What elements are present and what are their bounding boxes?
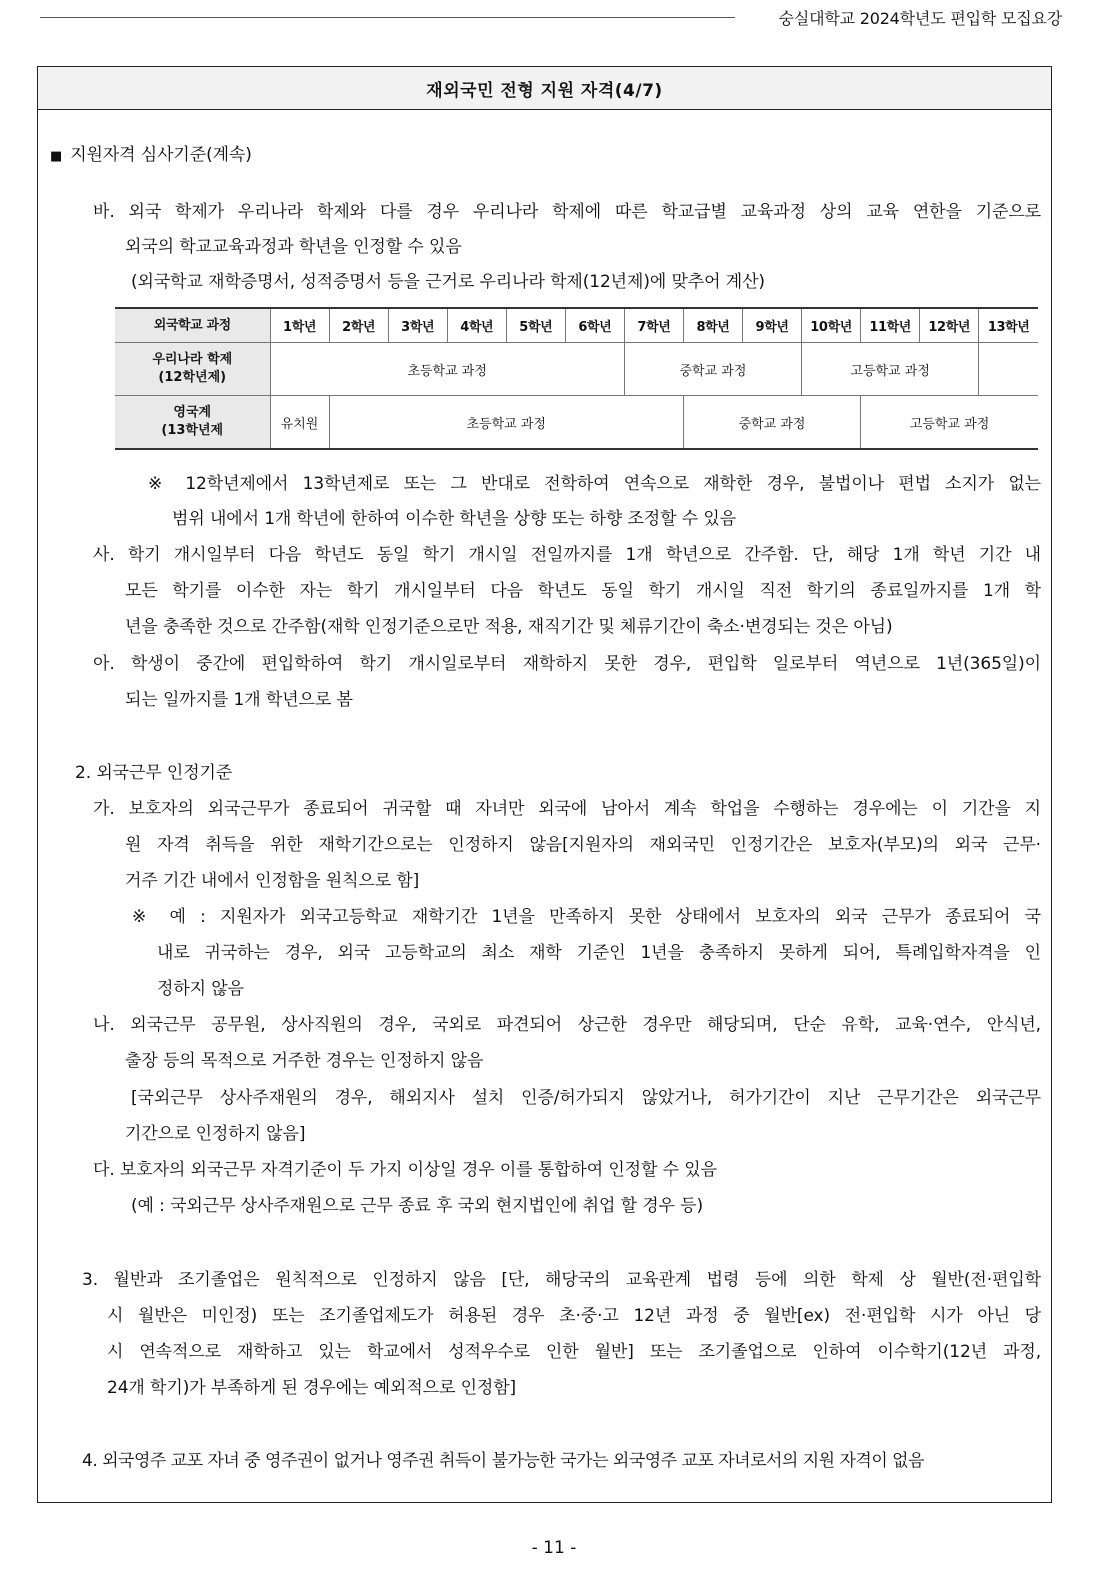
item-ba-line3: (외국학교 재학증명서, 성적증명서 등을 근거로 우리나라 학제(12년제)에 맞추어 계산) (131, 272, 765, 292)
s2-na-line1: 나. 외국근무 공무원, 상사직원의 경우, 국외로 파견되어 상근한 경우만 해당되며, 단순 유학, 교육·연수, 안식년, (93, 1015, 1041, 1035)
table-head-label: 외국학교 과정 (115, 308, 270, 343)
uk-system-label: 영국계 (13학년제 (115, 396, 270, 450)
header-rule (40, 17, 735, 18)
grade-cell: 9학년 (743, 308, 802, 343)
korea-system-label: 우리나라 학제 (12학년제) (115, 343, 270, 396)
section2-heading: 2. 외국근무 인정기준 (75, 763, 233, 783)
uk-high-cell: 고등학교 과정 (861, 396, 1038, 450)
table-row (115, 396, 1038, 450)
square-bullet-icon: ■ (50, 149, 63, 164)
s2-da-line2: (예 : 국외근무 상사주재원으로 근무 종료 후 국외 현지법인에 취업 할 경우 등) (131, 1196, 703, 1216)
grade-cell: 1학년 (270, 308, 329, 343)
section-heading (50, 140, 252, 165)
s2-example-line3: 정하지 않음 (157, 979, 244, 999)
grade-cell: 7학년 (624, 308, 683, 343)
page-title: 재외국민 전형 지원 자격(4/7) (38, 67, 1051, 110)
s3-line1: 3. 월반과 조기졸업은 원칙적으로 인정하지 않음 [단, 해당국의 교육관계 법령 등에 의한 학제 상 월반(전·편입학 (82, 1270, 1041, 1290)
s2-ga-line1: 가. 보호자의 외국근무가 종료되어 귀국할 때 자녀만 외국에 남아서 계속 학업을 수행하는 경우에는 이 기간을 지 (93, 799, 1041, 819)
item-sa-line1: 사. 학기 개시일부터 다음 학년도 동일 학기 개시일 전일까지를 1개 학년으로 간주함. 단, 해당 1개 학년 기간 내 (93, 545, 1041, 565)
s2-ga-line2: 원 자격 취득을 위한 재학기간으로는 인정하지 않음[지원자의 재외국민 인정기간은 보호자(부모)의 외국 근무· (125, 835, 1041, 855)
page-header: 숭실대학교 2024학년도 편입학 모집요강 (778, 9, 1062, 28)
s2-example-line2: 내로 귀국하는 경우, 외국 고등학교의 최소 재학 기준인 1년을 충족하지 못하게 되어, 특례입학자격을 인 (157, 943, 1041, 963)
grade-cell: 2학년 (329, 308, 388, 343)
grade-cell: 10학년 (802, 308, 861, 343)
uk-kindergarten-cell: 유치원 (270, 396, 329, 450)
page-number: - 11 - (531, 1538, 577, 1558)
grade-cell: 8학년 (683, 308, 742, 343)
item-ba-line2: 외국의 학교교육과정과 학년을 인정할 수 있음 (125, 237, 462, 257)
s4-line1: 4. 외국영주 교포 자녀 중 영주권이 없거나 영주권 취득이 불가능한 국가는 외국영주 교포 자녀로서의 지원 자격이 없음 (82, 1451, 925, 1471)
grade-comparison-table (115, 307, 1038, 450)
s3-line4: 24개 학기)가 부족하게 된 경우에는 예외적으로 인정함] (107, 1378, 517, 1398)
uk-middle-cell: 중학교 과정 (683, 396, 860, 450)
grade-cell: 6학년 (565, 308, 624, 343)
grade-cell: 13학년 (979, 308, 1038, 343)
table-row (115, 343, 1038, 396)
korea-empty-cell (979, 343, 1038, 396)
s2-na-line4: 기간으로 인정하지 않음] (125, 1124, 306, 1144)
s3-line3: 시 연속적으로 재학하고 있는 학교에서 성적우수로 인한 월반] 또는 조기졸업으로 인하여 이수학기(12년 과정, (107, 1342, 1041, 1362)
grade-cell: 3학년 (388, 308, 447, 343)
s2-na-line2: 출장 등의 목적으로 거주한 경우는 인정하지 않음 (125, 1051, 484, 1071)
grade-cell: 4학년 (447, 308, 506, 343)
s3-line2: 시 월반은 미인정) 또는 조기졸업제도가 허용된 경우 초·중·고 12년 과정 중 월반[ex) 전·편입학 시가 아닌 당 (107, 1306, 1041, 1326)
grade-cell: 11학년 (861, 308, 920, 343)
korea-elementary-cell: 초등학교 과정 (270, 343, 624, 396)
item-a-line2: 되는 일까지를 1개 학년으로 봄 (125, 690, 353, 710)
section-heading-text: 지원자격 심사기준(계속) (70, 145, 252, 165)
uk-elementary-cell: 초등학교 과정 (329, 396, 683, 450)
table-row (115, 308, 1038, 343)
note1-line2: 범위 내에서 1개 학년에 한하여 이수한 학년을 상향 또는 하향 조정할 수 있음 (172, 509, 737, 529)
korea-middle-cell: 중학교 과정 (624, 343, 801, 396)
s2-example-line1: ※ 예 : 지원자가 외국고등학교 재학기간 1년을 만족하지 못한 상태에서 보호자의 외국 근무가 종료되어 국 (132, 907, 1041, 927)
s2-da-line1: 다. 보호자의 외국근무 자격기준이 두 가지 이상일 경우 이를 통합하여 인정할 수 있음 (93, 1160, 717, 1180)
s2-na-line3: [국외근무 상사주재원의 경우, 해외지사 설치 인증/허가되지 않았거나, 허가기간이 지난 근무기간은 외국근무 (131, 1088, 1041, 1108)
korea-high-cell: 고등학교 과정 (802, 343, 979, 396)
item-sa-line2: 모든 학기를 이수한 자는 학기 개시일부터 다음 학년도 동일 학기 개시일 직전 학기의 종료일까지를 1개 학 (125, 581, 1041, 601)
item-a-line1: 아. 학생이 중간에 편입학하여 학기 개시일로부터 재학하지 못한 경우, 편입학 일로부터 역년으로 1년(365일)이 (93, 654, 1041, 674)
item-ba-line1: 바. 외국 학제가 우리나라 학제와 다를 경우 우리나라 학제에 따른 학교급별 교육과정 상의 교육 연한을 기준으로 (93, 202, 1041, 222)
note1-line1: ※ 12학년제에서 13학년제로 또는 그 반대로 전학하여 연속으로 재학한 경우, 불법이나 편법 소지가 없는 (148, 474, 1041, 494)
grade-cell: 12학년 (920, 308, 979, 343)
s2-ga-line3: 거주 기간 내에서 인정함을 원칙으로 함] (125, 871, 420, 891)
item-sa-line3: 년을 충족한 것으로 간주함(재학 인정기준으로만 적용, 재직기간 및 체류기간이 축소·변경되는 것은 아님) (125, 617, 893, 637)
grade-cell: 5학년 (506, 308, 565, 343)
